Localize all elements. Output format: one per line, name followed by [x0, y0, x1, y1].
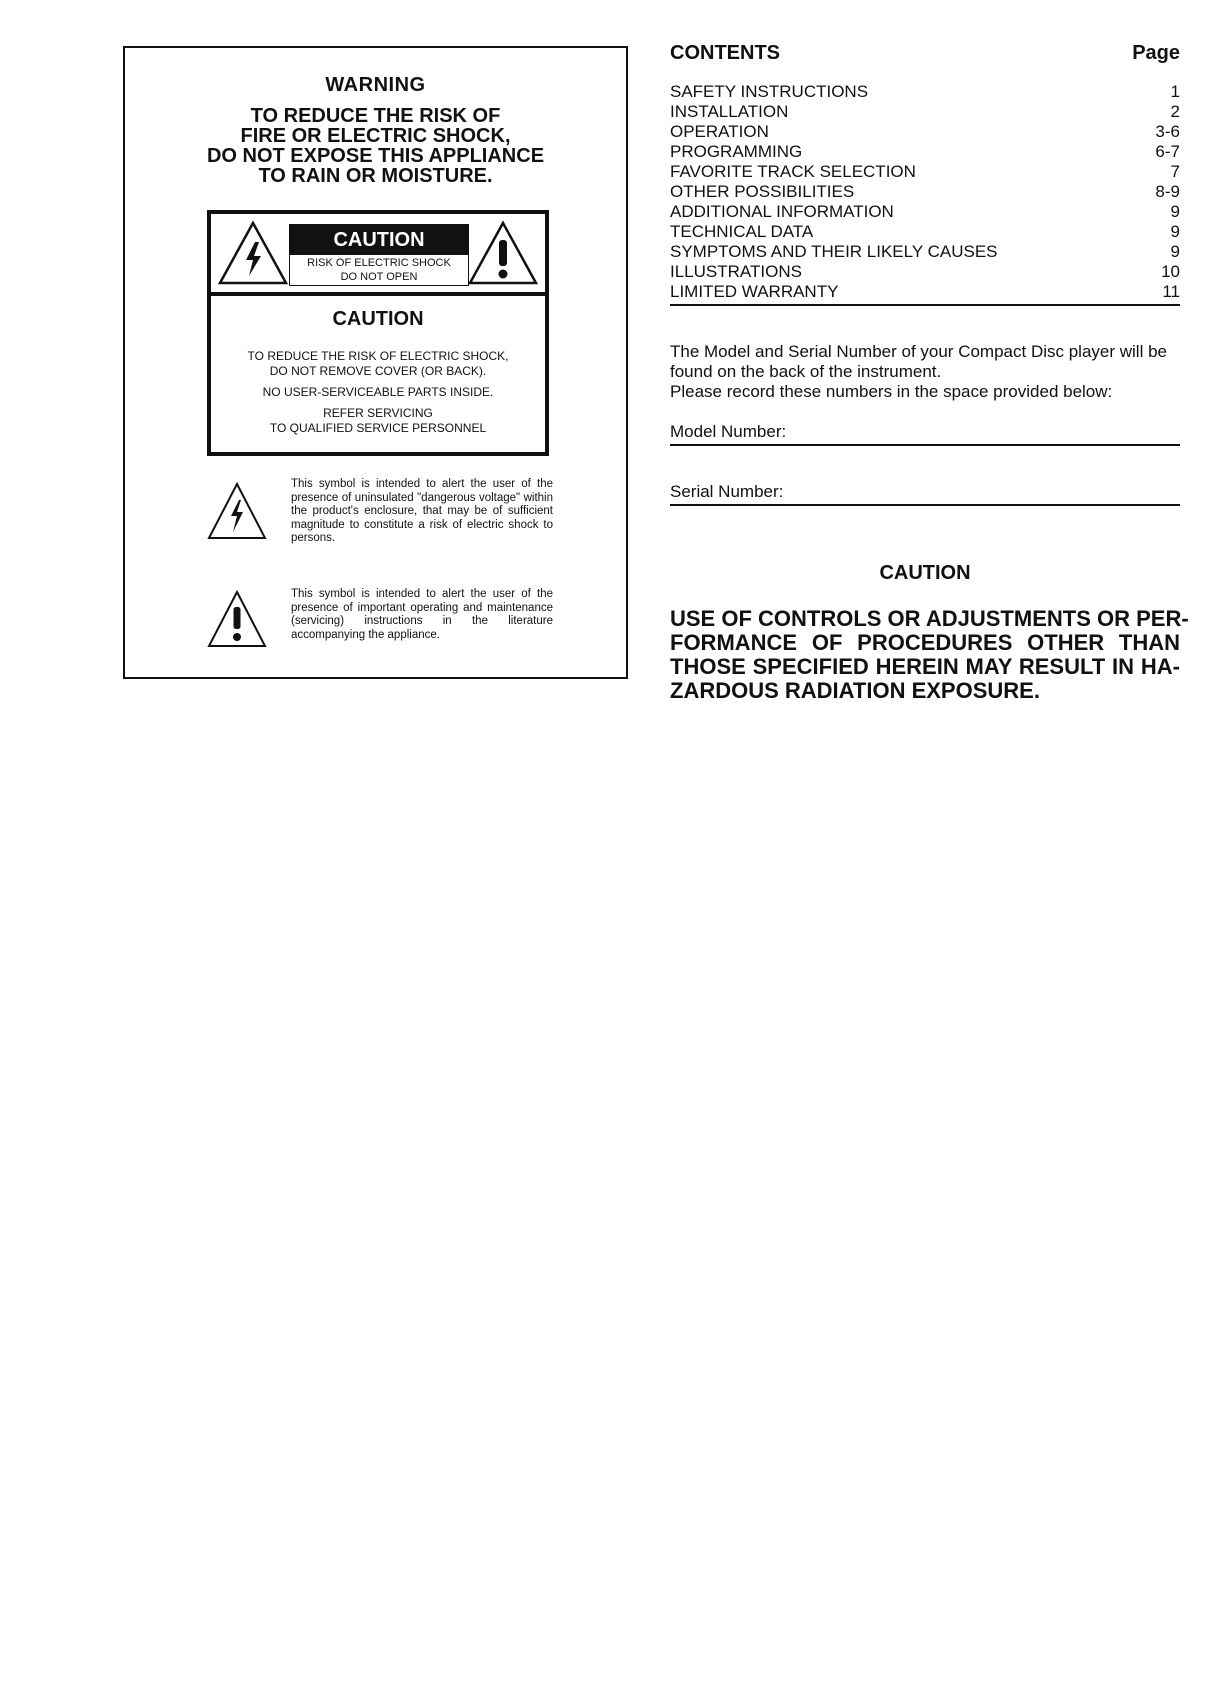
caution-body — [211, 296, 545, 436]
warning-line: TO REDUCE THE RISK OF — [250, 105, 501, 127]
toc-row — [670, 82, 1180, 102]
toc-label: SAFETY INSTRUCTIONS — [670, 82, 869, 101]
laser-caution-text — [670, 606, 1189, 703]
toc-label: OPERATION — [670, 122, 769, 141]
toc-page: 10 — [1161, 262, 1180, 281]
warning-line: DO NOT EXPOSE THIS APPLIANCE — [206, 145, 545, 167]
laser-caution-line: ZARDOUS RADIATION EXPOSURE. — [670, 678, 1040, 703]
toc-label: ADDITIONAL INFORMATION — [670, 202, 894, 221]
toc-label: INSTALLATION — [670, 102, 789, 121]
caution-label-subtext — [290, 256, 468, 284]
caution-body-text — [211, 349, 545, 436]
model-number-label: Model Number: — [670, 422, 787, 441]
toc-label: ILLUSTRATIONS — [670, 262, 802, 281]
toc-page: 9 — [1170, 202, 1180, 221]
serial-number-field[interactable] — [670, 480, 1180, 506]
lightning-triangle-icon — [207, 482, 267, 542]
symbol-description: This symbol is intended to alert the user of the presence of important operating and maintenance (servicing) instructions in the literature accompanying the appliance. — [291, 588, 553, 641]
toc-page: 7 — [1170, 162, 1180, 181]
instruction-line: The Model and Serial Number of your Compact Disc player will be — [670, 342, 1167, 361]
caution-label-title: CAUTION — [290, 225, 468, 255]
warning-text — [125, 106, 626, 186]
laser-caution-line: USE OF CONTROLS OR ADJUSTMENTS OR PER- — [670, 606, 1189, 631]
contents-page-header: Page — [1132, 42, 1180, 64]
caution-label-line: DO NOT OPEN — [340, 271, 418, 283]
caution-body-line: TO REDUCE THE RISK OF ELECTRIC SHOCK, — [247, 349, 509, 363]
toc-row — [670, 182, 1180, 202]
table-of-contents — [670, 82, 1180, 306]
toc-page: 8-9 — [1155, 182, 1180, 201]
toc-label: TECHNICAL DATA — [670, 222, 814, 241]
toc-row — [670, 202, 1180, 222]
toc-label: PROGRAMMING — [670, 142, 803, 161]
toc-row — [670, 262, 1180, 282]
toc-label: FAVORITE TRACK SELECTION — [670, 162, 916, 181]
lightning-triangle-icon — [217, 220, 289, 286]
laser-caution-line: FORMANCE OF PROCEDURES OTHER THAN — [670, 630, 1180, 655]
toc-page: 9 — [1170, 242, 1180, 261]
toc-label: OTHER POSSIBILITIES — [670, 182, 855, 201]
caution-label-top — [211, 214, 545, 296]
caution-body-title: CAUTION — [332, 308, 424, 330]
serial-number-label: Serial Number: — [670, 482, 784, 501]
serial-instructions — [670, 342, 1180, 402]
instruction-line: found on the back of the instrument. — [670, 362, 942, 381]
caution-body-line: TO QUALIFIED SERVICE PERSONNEL — [269, 421, 487, 435]
toc-page: 2 — [1170, 102, 1180, 121]
caution-body-line: DO NOT REMOVE COVER (OR BACK). — [269, 364, 487, 378]
instruction-line: Please record these numbers in the space provided below: — [670, 382, 1113, 401]
toc-row — [670, 142, 1180, 162]
warning-line: TO RAIN OR MOISTURE. — [258, 165, 493, 187]
toc-row — [670, 102, 1180, 122]
exclamation-triangle-icon — [467, 220, 539, 286]
contents-header — [670, 42, 1180, 70]
toc-row — [670, 222, 1180, 242]
caution-body-line: NO USER-SERVICEABLE PARTS INSIDE. — [262, 385, 494, 399]
toc-row — [670, 282, 1180, 302]
model-number-field[interactable] — [670, 420, 1180, 446]
laser-caution-title: CAUTION — [879, 562, 971, 584]
warning-heading: WARNING — [325, 74, 426, 96]
caution-label-frame — [207, 210, 549, 456]
toc-page: 11 — [1162, 282, 1180, 301]
toc-row — [670, 162, 1180, 182]
laser-caution-line: THOSE SPECIFIED HEREIN MAY RESULT IN HA- — [670, 654, 1180, 679]
toc-row — [670, 122, 1180, 142]
toc-page: 9 — [1170, 222, 1180, 241]
toc-label: SYMPTOMS AND THEIR LIKELY CAUSES — [670, 242, 998, 261]
contents-title: CONTENTS — [670, 42, 780, 64]
toc-row — [670, 242, 1180, 262]
symbol-description: This symbol is intended to alert the user of the presence of uninsulated "dangerous voltage" within the product's enclosure, that may be of sufficient magnitude to constitute a risk of electric shock to persons. — [291, 478, 553, 544]
caution-label — [289, 224, 469, 286]
caution-label-line: RISK OF ELECTRIC SHOCK — [307, 257, 451, 269]
toc-page: 3-6 — [1155, 122, 1180, 141]
exclamation-triangle-icon — [207, 590, 267, 650]
warning-panel — [123, 46, 628, 679]
caution-body-line: REFER SERVICING — [323, 406, 433, 420]
toc-page: 1 — [1170, 82, 1180, 101]
toc-page: 6-7 — [1155, 142, 1180, 161]
toc-label: LIMITED WARRANTY — [670, 282, 839, 301]
warning-line: FIRE OR ELECTRIC SHOCK, — [240, 125, 511, 147]
